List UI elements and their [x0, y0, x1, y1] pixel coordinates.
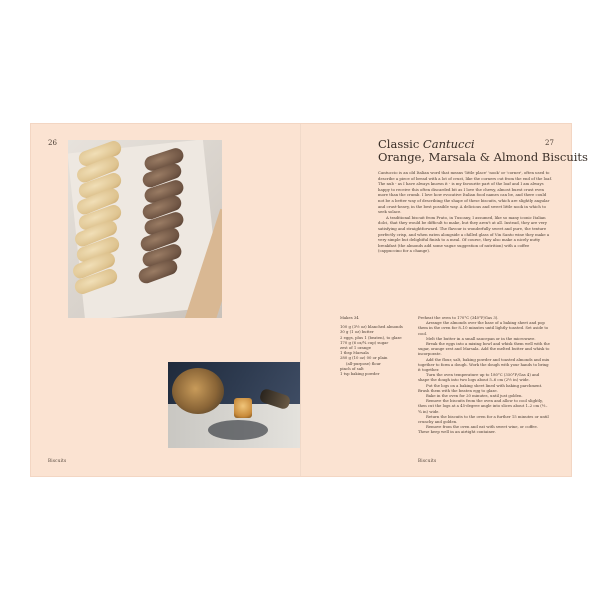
ingredient: 100 g (3½ oz) blanched almonds	[340, 324, 403, 330]
ingredient: 2 eggs, plus 1 (beaten), to glaze	[340, 334, 402, 340]
left-page-footer: Biscuits	[48, 458, 67, 463]
method-step: Turn the oven temperature up to 180°C (350°F/Gas 4) and shape the dough into two logs about 5–6 cm (2½ in) wide.	[418, 372, 540, 383]
ingredient: pinch of salt	[340, 365, 364, 371]
recipe-title	[378, 137, 475, 151]
method-step: Put the logs on a baking sheet lined with baking parchment. Brush them with the beaten egg to glaze.	[418, 382, 543, 393]
wine-glass	[234, 398, 252, 418]
ingredients-list	[340, 315, 403, 377]
ingredient: 1 tbsp Marsala	[340, 350, 369, 356]
cantucci-photo	[68, 140, 222, 318]
recipe-intro	[378, 170, 553, 254]
intro-paragraph: Cantuccio is an old Italian word that means 'little place' 'nook' or 'corner', often used to describe a piece of bread with a lot of crust, like the corners cut from the end of the loaf. The nub - as I have always known it - is my favourite part of the loaf and I am always happy to receive this often discarded bit as I love the chewy, almost burnt crust even more than the crumb. I love how evocative Italian food names can be, and there could not be a better way of describing the shape of these biscuits, which are slightly angular and crust-heavy, in the best possible way. A delicious and sweet little nook in which to seek solace.	[378, 170, 552, 215]
ingredient: 1 tsp baking powder	[340, 371, 380, 377]
method-step: Melt the butter in a small saucepan or in the microwave.	[426, 335, 536, 341]
title-italic: Cantucci	[422, 137, 475, 151]
method-step: Remove the biscuits from the oven and allow to cool slightly, then cut the logs at a 45-degree angle into slices about 1–2 cm (½–¾ in) wide.	[418, 398, 548, 414]
ingredient: (all-purpose) flour	[346, 360, 381, 366]
biscuit-plate	[172, 368, 224, 414]
ingredient: 170 g (6 oz/¾ cup) sugar	[340, 339, 389, 345]
makes-yield: Makes 34	[340, 315, 359, 320]
method-step: Break the eggs into a mixing bowl and whisk them well with the sugar, orange zest and Marsala. Add the melted butter and whisk to incorporate.	[418, 341, 550, 357]
recipe-subtitle: Orange, Marsala & Almond Biscuits	[378, 150, 588, 164]
ingredient: 280 g (10 oz) 00 or plain	[340, 355, 388, 361]
biscuits-wine-photo	[168, 362, 300, 448]
method-step: Return the biscuits to the oven for a further 15 minutes or until crunchy and golden.	[418, 413, 549, 425]
book-gutter	[300, 124, 301, 476]
method-steps	[418, 315, 550, 435]
left-page-number: 26	[48, 139, 57, 147]
right-page-footer: Biscuits	[418, 458, 437, 463]
title-prefix: Classic	[378, 137, 423, 151]
method-step: Arrange the almonds over the base of a baking sheet and pop them in the oven for 8–10 minutes until lightly toasted. Set aside to cool.	[418, 320, 549, 336]
ingredient: zest of 1 orange	[340, 345, 371, 351]
intro-paragraph: A traditional biscuit from Prato, in Tuscany, I assumed, like so many iconic Italian dolci, that they would be difficult to make, but they aren't at all. Instead, they are very satisfying and straightforward. The flavour is wonderfully sweet and pure, the texture perfectly crisp, and when eaten alongside a chilled glass of Vin Santo wine they make a very simple but delightful finish to a meal. Of course, they also make a nicely nutty breakfast (the almonds add some vague suggestion of nutrition) with a coffee (cappuccino for a change).	[378, 214, 550, 254]
method-step: Remove from the oven and eat with sweet wine, or coffee. These keep well in an airtight container.	[418, 424, 539, 435]
ingredient: 30 g (1 oz) butter	[340, 329, 374, 335]
method-step: Preheat the oven to 170°C (340°F/Gas 3).	[418, 315, 499, 320]
method-step: Add the flour, salt, baking powder and toasted almonds and mix together to form a dough. Work the dough with your hands to bring it together.	[418, 356, 550, 373]
right-page-number: 27	[545, 139, 554, 147]
shadow	[208, 420, 268, 440]
method-step: Bake in the oven for 20 minutes, until just golden.	[426, 393, 523, 399]
